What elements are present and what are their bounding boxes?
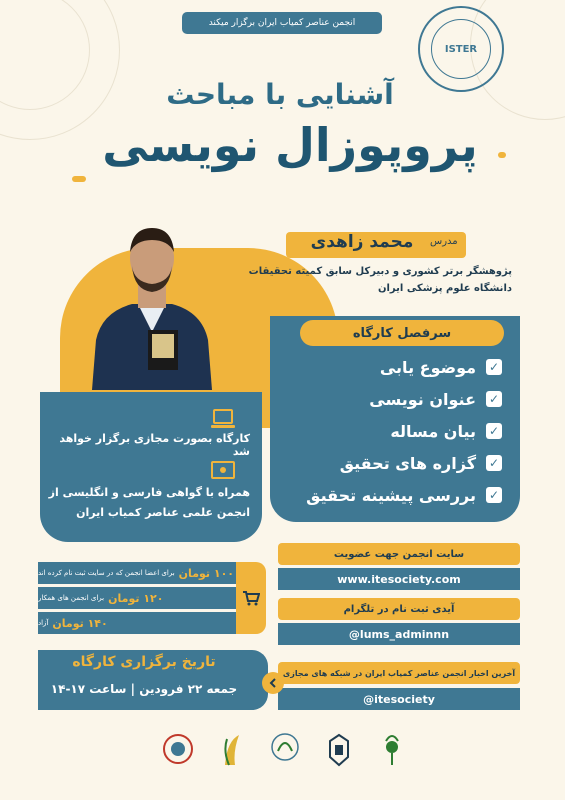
partner-logo <box>267 730 303 772</box>
teacher-bio-line: دانشگاه علوم پزشکی ایران <box>377 283 512 294</box>
partner-logo <box>214 730 250 772</box>
syllabus-item-label: موضوع یابی <box>379 357 476 377</box>
partner-logo <box>321 730 357 772</box>
price-note: آزاد <box>38 619 49 627</box>
social-label: آخرین اخبار انجمن عناصر کمیاب ایران در شبکه های مجازی <box>278 662 520 684</box>
syllabus-heading: سرفصل کارگاه <box>300 320 504 346</box>
syllabus-item <box>286 480 502 510</box>
page-subtitle: آشنایی با مباحث <box>166 78 394 111</box>
certificate-note-line: همراه با گواهی فارسی و انگلیسی از <box>48 486 250 499</box>
telegram-link[interactable]: @lums_adminnn <box>278 623 520 645</box>
syllabus-item-label: بررسی پیشینه تحقیق <box>306 485 476 505</box>
syllabus-item <box>286 384 502 414</box>
partner-logo <box>374 730 410 772</box>
price-amount: ۱۴۰ تومان <box>52 616 108 630</box>
arrow-icon <box>262 672 284 694</box>
price-note: برای اعضا انجمن که در سایت ثبت نام کرده اند <box>38 569 175 577</box>
teacher-photo <box>82 212 222 390</box>
site-label: سایت انجمن جهت عضویت <box>278 543 520 565</box>
syllabus-item-label: گزاره های تحقیق <box>339 453 476 473</box>
price-amount: ۱۰۰ تومان <box>178 566 235 580</box>
price-row <box>38 562 256 584</box>
telegram-label: آیدی ثبت نام در تلگرام <box>278 598 520 620</box>
syllabus-item-label: بیان مساله <box>390 421 476 441</box>
price-row <box>38 587 256 609</box>
laptop-icon <box>210 408 236 430</box>
teacher-bio-line: پژوهشگر برتر کشوری و دبیرکل سابق کمیته تحقیقات <box>248 266 512 277</box>
syllabus-item <box>286 416 502 446</box>
online-note: کارگاه بصورت مجازی برگزار خواهد شد <box>59 432 250 458</box>
date-value: جمعه ۲۲ فرودین | ساعت ۱۷-۱۴ <box>50 682 238 696</box>
logo-seal-text: ISTER <box>431 19 491 79</box>
syllabus-item-label: عنوان نویسی <box>369 389 476 409</box>
checkbox-icon: ✓ <box>486 487 502 503</box>
title-accent-mark <box>498 152 506 158</box>
ister-logo <box>418 6 504 92</box>
title-accent-mark <box>72 176 86 182</box>
teacher-role: مدرس <box>430 236 458 247</box>
certificate-icon <box>210 460 236 482</box>
price-amount: ۱۲۰ تومان <box>108 591 164 605</box>
price-row <box>38 612 256 634</box>
social-link[interactable]: @itesociety <box>278 688 520 710</box>
organizer-badge: انجمن عناصر کمیاب ایران برگزار میکند <box>182 12 382 34</box>
partner-logos <box>160 722 410 780</box>
syllabus-item <box>286 352 502 382</box>
site-link[interactable]: www.itesociety.com <box>278 568 520 590</box>
certificate-note-line: انجمن علمی عناصر کمیاب ایران <box>76 506 250 519</box>
checkbox-icon: ✓ <box>486 391 502 407</box>
cart-icon <box>242 590 260 606</box>
page-title: پروپوزال نویسی <box>102 118 478 172</box>
cart-icon-box <box>236 562 266 634</box>
partner-logo <box>160 730 196 772</box>
checkbox-icon: ✓ <box>486 455 502 471</box>
date-title: تاریخ برگزاری کارگاه <box>72 654 216 670</box>
teacher-name: محمد زاهدی <box>310 232 414 252</box>
price-note: برای انجمن های همکار <box>38 594 105 602</box>
checkbox-icon: ✓ <box>486 359 502 375</box>
syllabus-item <box>286 448 502 478</box>
checkbox-icon: ✓ <box>486 423 502 439</box>
